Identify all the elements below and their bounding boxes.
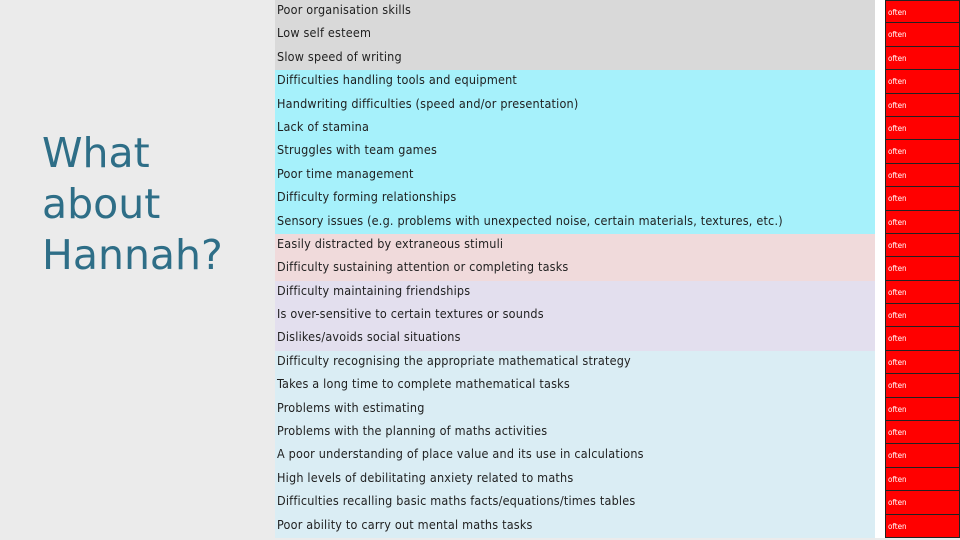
frequency-cell: [885, 23, 960, 46]
table-row: [275, 23, 960, 46]
table-row: [275, 421, 960, 444]
frequency-label: often: [888, 334, 907, 344]
table-row: [275, 140, 960, 163]
trait-label: Problems with the planning of maths activities: [277, 423, 548, 439]
row-gap: [875, 211, 885, 234]
frequency-label: often: [888, 147, 907, 157]
frequency-label: often: [888, 404, 907, 414]
frequency-label: often: [888, 53, 907, 63]
trait-label: Difficulty maintaining friendships: [277, 282, 471, 298]
frequency-label: often: [888, 287, 907, 297]
frequency-cell: [885, 0, 960, 23]
trait-label: Lack of stamina: [277, 118, 370, 134]
frequency-cell: [885, 515, 960, 538]
table-row: [275, 47, 960, 70]
frequency-label: often: [888, 311, 907, 321]
table-row: [275, 187, 960, 210]
frequency-cell: [885, 257, 960, 280]
row-gap: [875, 281, 885, 304]
table-row: [275, 304, 960, 327]
table-row: [275, 444, 960, 467]
trait-label: Problems with estimating: [277, 399, 425, 415]
trait-label: Difficulties handling tools and equipment: [277, 72, 518, 88]
row-gap: [875, 23, 885, 46]
table-row: [275, 211, 960, 234]
row-gap: [875, 70, 885, 93]
row-gap: [875, 234, 885, 257]
trait-label: Easily distracted by extraneous stimuli: [277, 235, 504, 251]
frequency-label: often: [888, 30, 907, 40]
trait-label: A poor understanding of place value and its use in calculations: [277, 446, 644, 462]
trait-label: Dislikes/avoids social situations: [277, 329, 461, 345]
table-row: [275, 398, 960, 421]
trait-label: Low self esteem: [277, 25, 372, 41]
row-gap: [875, 140, 885, 163]
table-row: [275, 374, 960, 397]
table-row: [275, 164, 960, 187]
frequency-label: often: [888, 8, 907, 17]
frequency-label: often: [888, 170, 907, 180]
table-row: [275, 281, 960, 304]
trait-label: Difficulties recalling basic maths facts/equations/times tables: [277, 493, 636, 509]
row-gap: [875, 491, 885, 514]
frequency-label: often: [888, 428, 907, 438]
trait-label: Is over-sensitive to certain textures or sounds: [277, 306, 544, 322]
frequency-cell: [885, 47, 960, 70]
row-gap: [875, 327, 885, 350]
frequency-label: often: [888, 100, 907, 110]
frequency-cell: [885, 468, 960, 491]
row-gap: [875, 398, 885, 421]
table-row: [275, 515, 960, 538]
frequency-label: often: [888, 264, 907, 274]
row-gap: [875, 94, 885, 117]
slide-title: [42, 128, 242, 281]
title-line-3: Hannah?: [42, 231, 223, 279]
frequency-cell: [885, 491, 960, 514]
frequency-cell: [885, 164, 960, 187]
row-gap: [875, 421, 885, 444]
trait-label: Difficulty forming relationships: [277, 189, 457, 205]
frequency-label: often: [888, 474, 907, 484]
row-gap: [875, 164, 885, 187]
row-gap: [875, 304, 885, 327]
frequency-label: often: [888, 77, 907, 87]
frequency-label: often: [888, 194, 907, 204]
frequency-cell: [885, 140, 960, 163]
frequency-label: often: [888, 123, 907, 133]
row-gap: [875, 351, 885, 374]
table-row: [275, 351, 960, 374]
table-row: [275, 117, 960, 140]
row-gap: [875, 47, 885, 70]
frequency-cell: [885, 187, 960, 210]
table-row: [275, 257, 960, 280]
trait-label: Poor time management: [277, 165, 414, 181]
table-row: [275, 70, 960, 93]
row-gap: [875, 0, 885, 23]
traits-table: [275, 0, 960, 540]
row-gap: [875, 187, 885, 210]
frequency-cell: [885, 421, 960, 444]
frequency-cell: [885, 327, 960, 350]
frequency-cell: [885, 211, 960, 234]
row-gap: [875, 117, 885, 140]
trait-label: Poor ability to carry out mental maths tasks: [277, 516, 533, 532]
row-gap: [875, 515, 885, 538]
frequency-cell: [885, 234, 960, 257]
table-row: [275, 327, 960, 350]
row-gap: [875, 374, 885, 397]
table-row: [275, 491, 960, 514]
trait-label: Difficulty recognising the appropriate mathematical strategy: [277, 352, 631, 368]
title-line-1: What: [42, 129, 150, 177]
trait-label: Sensory issues (e.g. problems with unexpected noise, certain materials, textures, etc.): [277, 212, 783, 228]
trait-label: High levels of debilitating anxiety related to maths: [277, 469, 574, 485]
row-gap: [875, 444, 885, 467]
trait-label: Slow speed of writing: [277, 48, 402, 64]
frequency-label: often: [888, 451, 907, 461]
table-row: [275, 0, 960, 23]
trait-label: Handwriting difficulties (speed and/or presentation): [277, 95, 579, 111]
frequency-cell: [885, 351, 960, 374]
row-gap: [875, 257, 885, 280]
frequency-cell: [885, 70, 960, 93]
trait-label: Struggles with team games: [277, 142, 437, 158]
frequency-label: often: [888, 381, 907, 391]
frequency-cell: [885, 304, 960, 327]
table-row: [275, 94, 960, 117]
frequency-label: often: [888, 498, 907, 508]
table-row: [275, 468, 960, 491]
title-line-2: about: [42, 180, 161, 228]
frequency-cell: [885, 117, 960, 140]
row-gap: [875, 468, 885, 491]
frequency-label: often: [888, 521, 907, 531]
frequency-label: often: [888, 240, 907, 250]
frequency-cell: [885, 281, 960, 304]
trait-label: Takes a long time to complete mathematical tasks: [277, 376, 570, 392]
table-row: [275, 234, 960, 257]
frequency-cell: [885, 374, 960, 397]
frequency-cell: [885, 94, 960, 117]
frequency-cell: [885, 444, 960, 467]
frequency-label: often: [888, 217, 907, 227]
frequency-cell: [885, 398, 960, 421]
trait-label: Difficulty sustaining attention or completing tasks: [277, 259, 569, 275]
frequency-label: often: [888, 357, 907, 367]
trait-label: Poor organisation skills: [277, 2, 412, 17]
